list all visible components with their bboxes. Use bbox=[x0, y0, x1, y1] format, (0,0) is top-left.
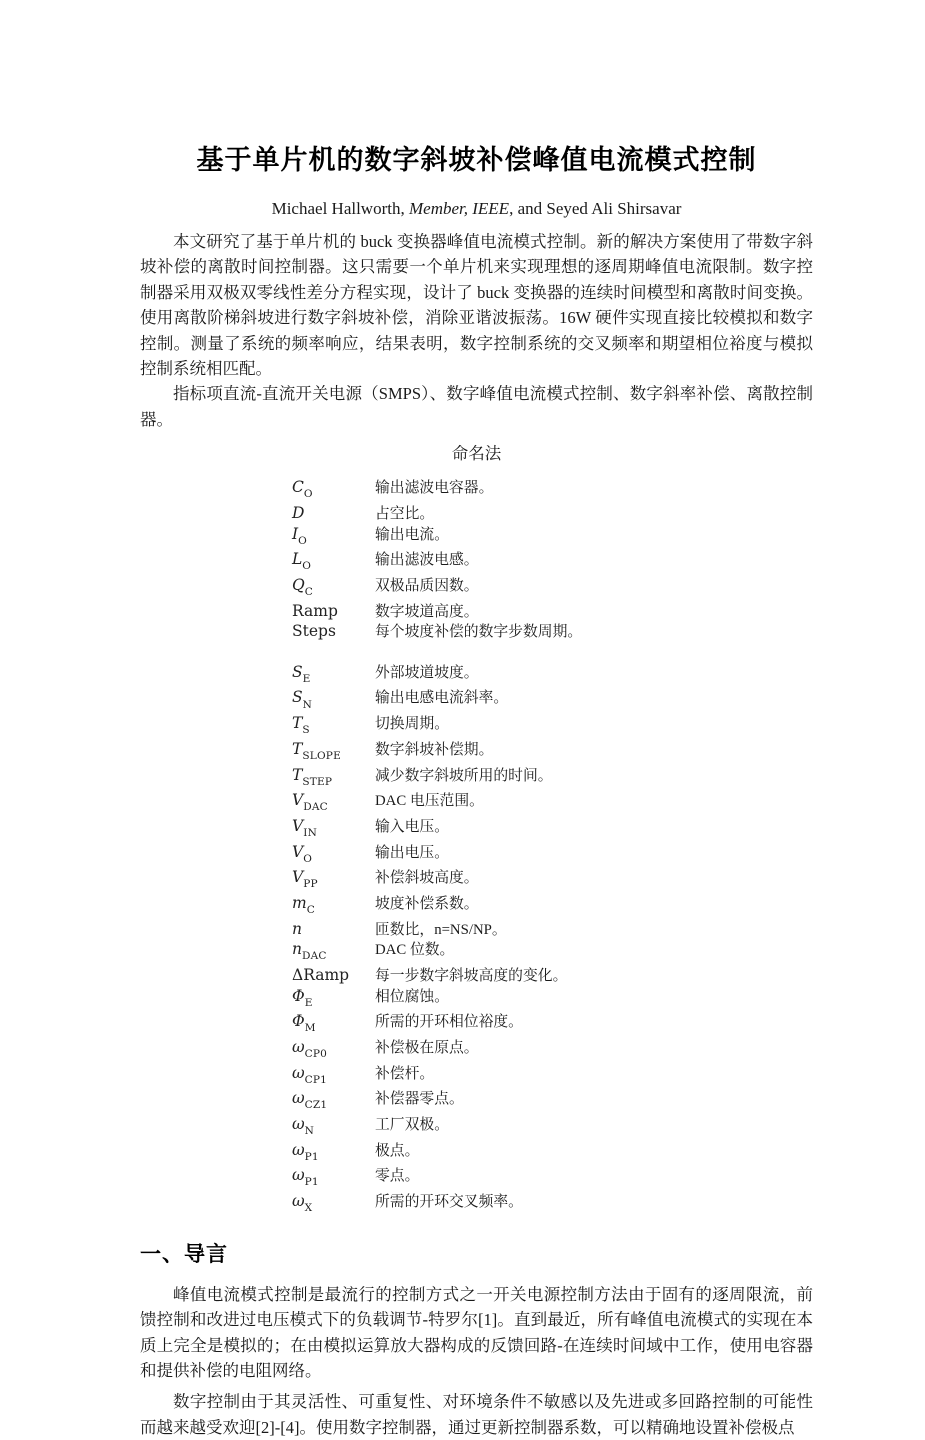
index-terms-paragraph: 指标项直流-直流开关电源（SMPS）、数字峰值电流模式控制、数字斜率补偿、离散控制器。 bbox=[140, 384, 813, 429]
symbol-description: 占空比。 bbox=[375, 505, 435, 522]
nomenclature-row bbox=[292, 791, 813, 817]
nomenclature-row bbox=[292, 1038, 813, 1064]
symbol: $V_{IN}$ bbox=[292, 816, 317, 839]
symbol: $V_O$ bbox=[292, 842, 313, 865]
nomenclature-list bbox=[292, 478, 813, 1217]
symbol-description: 外部坡道坡度。 bbox=[375, 664, 479, 681]
author-name-pre: Michael Hallworth, bbox=[271, 199, 409, 218]
nomenclature-row bbox=[292, 740, 813, 766]
symbol: $T_{STEP}$ bbox=[292, 765, 333, 788]
symbol-description: 数字坡道高度。 bbox=[375, 603, 479, 620]
symbol: $\omega_{P1}$ bbox=[292, 1140, 319, 1163]
symbol-description: 数字斜坡补偿期。 bbox=[375, 741, 494, 758]
symbol-description: 零点。 bbox=[375, 1168, 420, 1185]
symbol: $\omega_{CP1}$ bbox=[292, 1063, 328, 1086]
nomenclature-row bbox=[292, 817, 813, 843]
abstract-paragraph: 本文研究了基于单片机的 buck 变换器峰值电流模式控制。新的解决方案使用了带数字斜坡补偿的离散时间控制器。这只需要一个单片机来实现理想的逐周期峰值电流限制。数字控制器采用双极双零线性差分方程实现，设计了 buck 变换器的连续时间模型和离散时间变换。使用离散阶梯斜坡进行数字斜坡补偿，消除亚谐波振荡。16W 硬件实现直接比较模拟和数字控制。测量了系统的频率响应，结果表明，数字控制系统的交叉频率和期望相位裕度与模拟控制系统相匹配。 bbox=[140, 232, 813, 379]
symbol-description: 输出电压。 bbox=[375, 844, 449, 861]
symbol: ΔRamp bbox=[292, 965, 350, 984]
symbol-description: 输出电感电流斜率。 bbox=[375, 690, 509, 707]
symbol: $S_N$ bbox=[292, 688, 313, 711]
nomenclature-row bbox=[292, 1012, 813, 1038]
nomenclature-row bbox=[292, 602, 813, 623]
section-heading-introduction: 一、导言 bbox=[140, 1242, 228, 1266]
nomenclature-heading: 命名法 bbox=[451, 444, 502, 464]
symbol: $n_{DAC}$ bbox=[292, 940, 327, 963]
symbol: $m_C$ bbox=[292, 893, 315, 917]
symbol-description: 输出滤波电感。 bbox=[375, 552, 479, 569]
symbol: $V_{DAC}$ bbox=[292, 791, 328, 814]
nomenclature-row bbox=[292, 1192, 813, 1218]
symbol-description: 每一步数字斜坡高度的变化。 bbox=[375, 967, 568, 984]
nomenclature-row bbox=[292, 525, 813, 551]
symbol-description: 匝数比，n=NS/NP。 bbox=[375, 921, 507, 938]
symbol: $T_S$ bbox=[292, 714, 310, 737]
author-affiliation: Member, IEEE bbox=[408, 199, 510, 218]
nomenclature-row bbox=[292, 622, 813, 643]
symbol-description: 补偿极在原点。 bbox=[375, 1039, 479, 1056]
symbol-description: 所需的开环交叉频率。 bbox=[375, 1194, 523, 1211]
symbol: $\omega_{CZ1}$ bbox=[292, 1089, 328, 1112]
symbol-description: 输出电流。 bbox=[375, 526, 449, 543]
symbol: n bbox=[292, 919, 302, 938]
nomenclature-row bbox=[292, 940, 813, 966]
nomenclature-row bbox=[292, 478, 813, 504]
symbol: $\omega_{CP0}$ bbox=[292, 1037, 328, 1060]
author-name-post: , and Seyed Ali Shirsavar bbox=[509, 199, 682, 218]
symbol: $\omega_X$ bbox=[292, 1192, 313, 1215]
symbol-description: 坡度补偿系数。 bbox=[375, 895, 479, 912]
symbol-description: 相位腐蚀。 bbox=[375, 988, 449, 1005]
symbol: $S_E$ bbox=[292, 662, 311, 685]
nomenclature-group bbox=[292, 478, 813, 643]
symbol-description: 双极品质因数。 bbox=[375, 577, 479, 594]
nomenclature-row bbox=[292, 504, 813, 525]
nomenclature-row bbox=[292, 966, 813, 987]
symbol: Steps bbox=[292, 622, 336, 641]
symbol-description: 极点。 bbox=[375, 1142, 420, 1159]
symbol-description: 减少数字斜坡所用的时间。 bbox=[375, 767, 553, 784]
nomenclature-row bbox=[292, 868, 813, 894]
nomenclature-row bbox=[292, 920, 813, 941]
symbol: $\omega_{P1}$ bbox=[292, 1166, 319, 1189]
nomenclature-row bbox=[292, 894, 813, 920]
nomenclature-row bbox=[292, 987, 813, 1013]
symbol: $C_O$ bbox=[292, 478, 313, 501]
nomenclature-row bbox=[292, 550, 813, 576]
symbol: $I_O$ bbox=[292, 524, 307, 547]
nomenclature-row bbox=[292, 843, 813, 869]
symbol-description: 每个坡度补偿的数字步数周期。 bbox=[375, 624, 583, 641]
symbol-description: 所需的开环相位裕度。 bbox=[375, 1014, 523, 1031]
symbol: $Q_C$ bbox=[292, 575, 313, 598]
nomenclature-row bbox=[292, 1141, 813, 1167]
nomenclature-row bbox=[292, 1166, 813, 1192]
nomenclature-row bbox=[292, 576, 813, 602]
symbol-description: 工厂双极。 bbox=[375, 1116, 449, 1133]
symbol-description: 补偿器零点。 bbox=[375, 1091, 464, 1108]
symbol: $T_{SLOPE}$ bbox=[292, 739, 341, 762]
nomenclature-row bbox=[292, 663, 813, 689]
symbol-description: 补偿杆。 bbox=[375, 1065, 435, 1082]
nomenclature-group bbox=[292, 663, 813, 1218]
symbol-description: 补偿斜坡高度。 bbox=[375, 870, 479, 887]
nomenclature-row bbox=[292, 1089, 813, 1115]
symbol: $L_O$ bbox=[292, 550, 312, 573]
nomenclature-row bbox=[292, 1115, 813, 1141]
introduction-paragraph-1: 峰值电流模式控制是最流行的控制方式之一开关电源控制方法由于固有的逐周限流，前馈控制和改进过电压模式下的负载调节-特罗尔[1]。直到最近，所有峰值电流模式的实现在本质上完全是模拟的；在由模拟运算放大器构成的反馈回路-在连续时间域中工作，使用电容器和提供补偿的电阻网络。 bbox=[140, 1284, 813, 1380]
symbol: $\Phi_E$ bbox=[292, 986, 313, 1009]
nomenclature-row bbox=[292, 714, 813, 740]
symbol: $\omega_N$ bbox=[292, 1114, 315, 1138]
symbol: D bbox=[292, 503, 305, 522]
symbol: $V_{PP}$ bbox=[292, 868, 318, 891]
nomenclature-row bbox=[292, 1064, 813, 1090]
symbol: Ramp bbox=[292, 601, 338, 620]
symbol-description: 输入电压。 bbox=[375, 818, 449, 835]
symbol-description: 输出滤波电容器。 bbox=[375, 480, 494, 497]
paper-title: 基于单片机的数字斜坡补偿峰值电流模式控制 bbox=[196, 145, 757, 175]
introduction-paragraph-2: 数字控制由于其灵活性、可重复性、对环境条件不敏感以及先进或多回路控制的可能性而越来越受欢迎[2]-[4]。使用数字控制器，通过更新控制器系数，可以精确地设置补偿极点 bbox=[140, 1392, 813, 1437]
symbol-description: DAC 电压范围。 bbox=[375, 793, 484, 810]
nomenclature-row bbox=[292, 766, 813, 792]
author-line bbox=[140, 199, 813, 219]
symbol-description: DAC 位数。 bbox=[375, 942, 455, 959]
symbol-description: 切换周期。 bbox=[375, 716, 449, 733]
symbol: $\Phi_M$ bbox=[292, 1012, 316, 1035]
nomenclature-row bbox=[292, 688, 813, 714]
